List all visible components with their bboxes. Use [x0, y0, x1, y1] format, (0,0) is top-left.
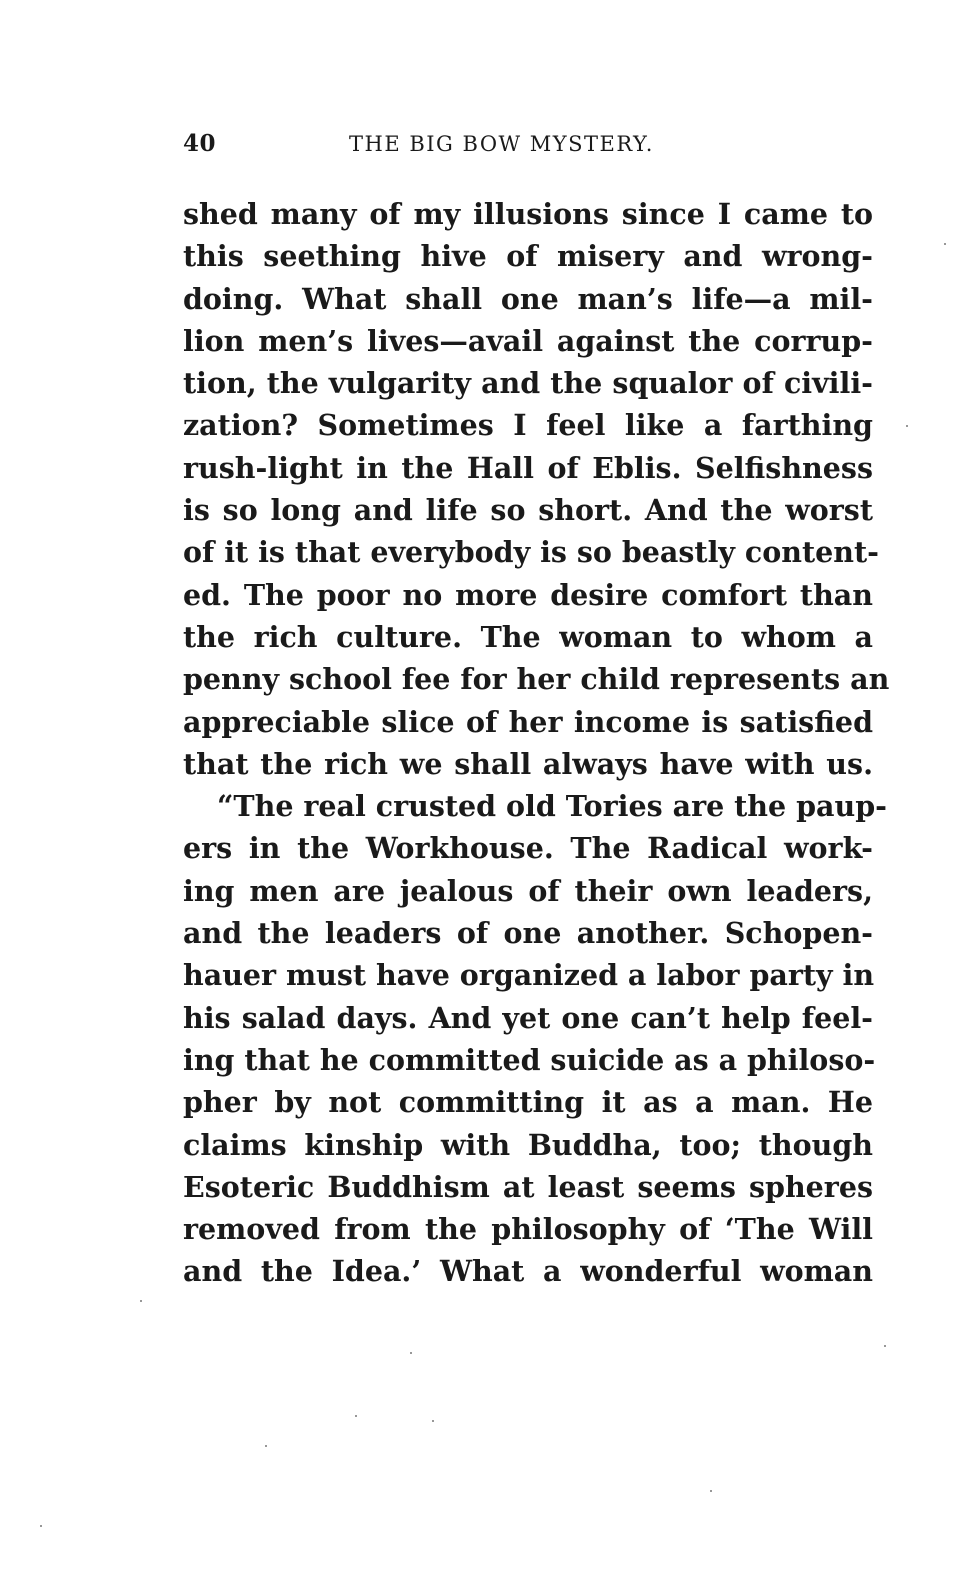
scan-speck: [410, 1352, 412, 1354]
text-line: ing that he committed suicide as a philoso-: [183, 1042, 876, 1077]
scan-speck: [265, 1445, 267, 1447]
page-number: 40: [183, 130, 217, 157]
text-line: and the leaders of one another. Schopen-: [183, 916, 873, 951]
scan-speck: [884, 1345, 886, 1347]
text-line: that the rich we shall always have with us.: [183, 746, 873, 781]
text-line: ing men are jealous of their own leaders,: [183, 873, 873, 908]
running-head: [183, 130, 873, 160]
scan-speck: [944, 243, 946, 245]
text-line: ers in the Workhouse. The Radical work-: [183, 831, 873, 866]
text-line: lion men’s lives—avail against the corrup-: [183, 323, 873, 358]
scan-speck: [432, 1420, 434, 1422]
text-line: doing. What shall one man’s life—a mil-: [183, 281, 873, 316]
text-line: zation? Sometimes I feel like a farthing: [183, 408, 873, 443]
text-line: and the Idea.’ What a wonderful woman: [183, 1254, 873, 1289]
paragraph-start-line: “The real crusted old Tories are the paup-: [217, 789, 887, 824]
text-line: this seething hive of misery and wrong-: [183, 239, 873, 274]
text-line: tion, the vulgarity and the squalor of civili-: [183, 366, 873, 401]
scan-speck: [906, 425, 908, 427]
running-title: THE BIG BOW MYSTERY.: [349, 132, 654, 156]
text-line: ed. The poor no more desire comfort than: [183, 577, 873, 612]
text-line: Esoteric Buddhism at least seems spheres: [183, 1169, 873, 1204]
text-line: claims kinship with Buddha, too; though: [183, 1127, 873, 1162]
scan-speck: [355, 1415, 357, 1417]
text-line: appreciable slice of her income is satisfied: [183, 704, 873, 739]
text-line: of it is that everybody is so beastly content-: [183, 535, 879, 570]
text-line: removed from the philosophy of ‘The Will: [183, 1212, 873, 1247]
scan-speck: [40, 1525, 42, 1527]
text-line: the rich culture. The woman to whom a: [183, 619, 873, 654]
text-line: is so long and life so short. And the worst: [183, 493, 873, 528]
text-line: rush-light in the Hall of Eblis. Selfishness: [183, 450, 873, 485]
text-line: hauer must have organized a labor party in: [183, 958, 875, 993]
text-line: pher by not committing it as a man. He: [183, 1085, 873, 1120]
scan-speck: [140, 1300, 142, 1302]
scan-speck: [710, 1490, 712, 1492]
text-line: penny school fee for her child represents an: [183, 662, 890, 697]
text-line: shed many of my illusions since I came to: [183, 197, 873, 231]
body-text: [183, 193, 890, 1293]
text-line: his salad days. And yet one can’t help feel-: [183, 1000, 873, 1035]
